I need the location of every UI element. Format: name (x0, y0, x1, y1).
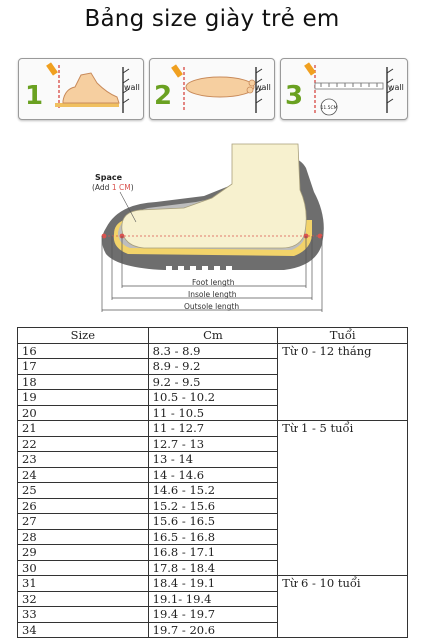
age-group-cell: Từ 6 - 10 tuổi (278, 576, 408, 638)
outsole-length-label: Outsole length (184, 302, 240, 311)
cm-cell: 15.6 - 16.5 (148, 514, 278, 530)
step-1-wall-label: wall (124, 83, 140, 92)
cm-cell: 19.1- 19.4 (148, 591, 278, 607)
size-table-body (18, 343, 408, 638)
cm-cell: 11 - 10.5 (148, 405, 278, 421)
age-group-cell: Từ 1 - 5 tuổi (278, 421, 408, 576)
size-cell: 33 (18, 607, 149, 623)
step-1-panel (18, 58, 144, 120)
size-cell: 32 (18, 591, 149, 607)
step-3-number: 3 (285, 81, 304, 111)
step-2-number: 2 (154, 81, 173, 111)
size-cell: 31 (18, 576, 149, 592)
header-cm: Cm (148, 328, 278, 344)
table-header-row (18, 328, 408, 344)
foot-length-label: Foot length (192, 278, 235, 287)
measure-steps (18, 58, 408, 120)
step-2-wall-label: wall (255, 83, 271, 92)
cm-cell: 14.6 - 15.2 (148, 483, 278, 499)
cm-cell: 8.9 - 9.2 (148, 359, 278, 375)
cm-cell: 14 - 14.6 (148, 467, 278, 483)
step-2-panel (149, 58, 275, 120)
table-row (18, 343, 408, 359)
cm-cell: 11 - 12.7 (148, 421, 278, 437)
cm-cell: 19.4 - 19.7 (148, 607, 278, 623)
header-age: Tuổi (278, 328, 408, 344)
cm-cell: 15.2 - 15.6 (148, 498, 278, 514)
cm-cell: 13 - 14 (148, 452, 278, 468)
cm-cell: 19.7 - 20.6 (148, 622, 278, 638)
table-row (18, 576, 408, 592)
size-cell: 23 (18, 452, 149, 468)
size-cell: 24 (18, 467, 149, 483)
cm-cell: 18.4 - 19.1 (148, 576, 278, 592)
step-1-number: 1 (25, 81, 44, 111)
size-cell: 34 (18, 622, 149, 638)
insole-length-label: Insole length (188, 290, 237, 299)
shoe-diagram (84, 140, 344, 320)
space-add-note (92, 183, 134, 192)
table-row (18, 421, 408, 437)
cm-cell: 16.8 - 17.1 (148, 545, 278, 561)
cm-cell: 9.2 - 9.5 (148, 374, 278, 390)
cm-cell: 10.5 - 10.2 (148, 390, 278, 406)
size-cell: 28 (18, 529, 149, 545)
cm-cell: 17.8 - 18.4 (148, 560, 278, 576)
size-table (17, 327, 408, 638)
size-cell: 21 (18, 421, 149, 437)
size-cell: 26 (18, 498, 149, 514)
size-cell: 17 (18, 359, 149, 375)
step-3-panel (280, 58, 408, 120)
size-cell: 16 (18, 343, 149, 359)
age-group-cell: Từ 0 - 12 tháng (278, 343, 408, 421)
size-cell: 20 (18, 405, 149, 421)
size-cell: 18 (18, 374, 149, 390)
cm-cell: 12.7 - 13 (148, 436, 278, 452)
space-add-prefix: (Add (92, 183, 112, 192)
size-cell: 22 (18, 436, 149, 452)
space-add-suffix: ) (130, 183, 134, 192)
size-cell: 19 (18, 390, 149, 406)
step-3-wall-label: wall (388, 83, 404, 92)
size-cell: 25 (18, 483, 149, 499)
space-label: Space (95, 173, 123, 182)
size-cell: 29 (18, 545, 149, 561)
cm-cell: 16.5 - 16.8 (148, 529, 278, 545)
size-cell: 27 (18, 514, 149, 530)
space-add-value: 1 CM (111, 183, 131, 192)
step-3-measure: 11.5CM (320, 106, 338, 111)
cm-cell: 8.3 - 8.9 (148, 343, 278, 359)
size-cell: 30 (18, 560, 149, 576)
header-size: Size (18, 328, 149, 344)
page-title: Bảng size giày trẻ em (84, 6, 340, 32)
